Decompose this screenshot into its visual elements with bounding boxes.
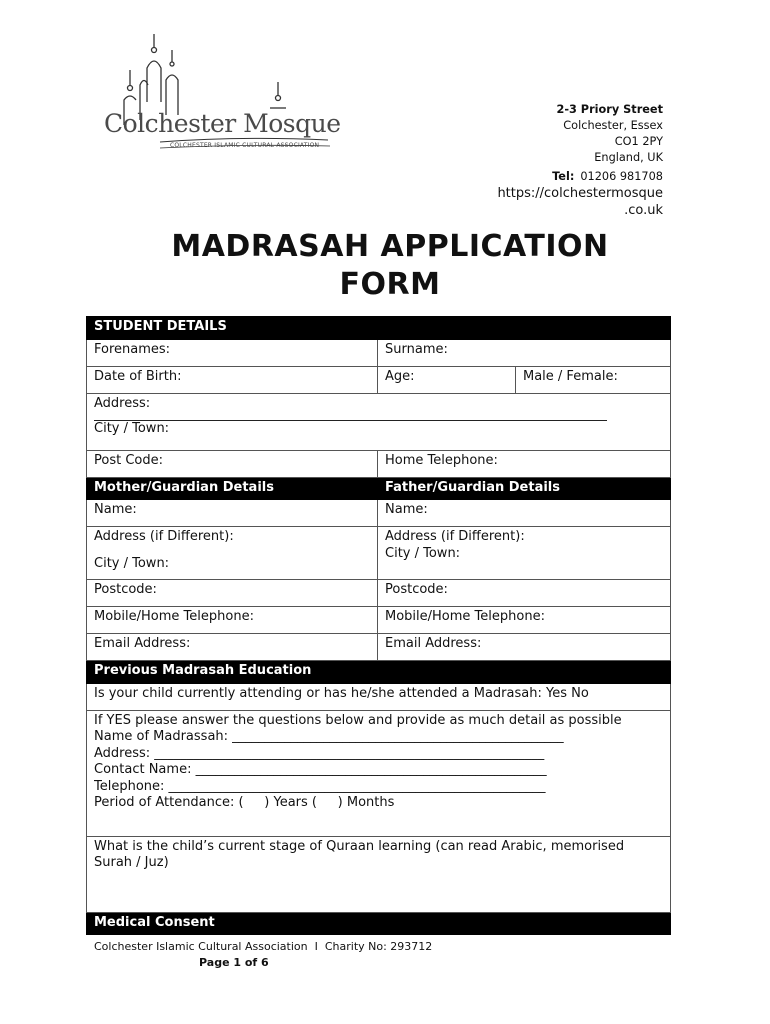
contact-name-line[interactable]: Contact Name: ______________________________________________________ (94, 762, 547, 777)
father-guardian-header: Father/Guardian Details (378, 477, 671, 500)
mosque-address (556, 102, 663, 166)
address-underline (94, 412, 607, 421)
telephone (552, 170, 663, 183)
forenames-field[interactable]: Forenames: (87, 339, 378, 366)
father-city-label: City / Town: (385, 545, 461, 561)
address-postcode: CO1 2PY (614, 135, 663, 148)
title-line1: MADRASAH APPLICATION (171, 229, 609, 264)
page-footer (94, 939, 432, 971)
mother-postcode-field[interactable]: Postcode: (87, 580, 378, 607)
mother-name-field[interactable]: Name: (87, 500, 378, 527)
period-of-attendance[interactable]: Period of Attendance: ( ) Years ( ) Months (94, 795, 395, 810)
mother-mobile-field[interactable]: Mobile/Home Telephone: (87, 607, 378, 634)
father-address-field[interactable] (378, 527, 671, 580)
age-field[interactable]: Age: (378, 366, 516, 393)
logo-subtitle: COLCHESTER ISLAMIC CULTURAL ASSOCIATION (170, 142, 320, 149)
application-form-table (86, 316, 671, 935)
student-details-header: STUDENT DETAILS (87, 317, 671, 340)
address-country: England, UK (594, 151, 663, 164)
website-line1: https://colchestermosque (497, 186, 663, 201)
address-label: Address: (94, 395, 151, 411)
charity-info: Colchester Islamic Cultural Association I Charity No: 293712 (94, 940, 433, 953)
surname-field[interactable]: Surname: (378, 339, 671, 366)
attending-madrasah-question[interactable]: Is your child currently attending or has he/she attended a Madrasah: Yes No (87, 683, 671, 710)
address-street: 2-3 Priory Street (556, 103, 663, 116)
postcode-field[interactable]: Post Code: (87, 450, 378, 477)
mother-guardian-header: Mother/Guardian Details (87, 477, 378, 500)
previous-madrasah-details[interactable] (87, 710, 671, 836)
student-details-header-row (87, 317, 671, 340)
father-address-label: Address (if Different): (385, 529, 525, 544)
mother-address-field[interactable] (87, 527, 378, 580)
quraan-learning-field[interactable]: What is the child’s current stage of Quraan learning (can read Arabic, memorised Surah / Juz) (87, 836, 671, 912)
father-email-field[interactable]: Email Address: (378, 634, 671, 661)
city-label: City / Town: (94, 421, 170, 436)
student-address-field[interactable] (87, 393, 671, 450)
father-mobile-field[interactable]: Mobile/Home Telephone: (378, 607, 671, 634)
mother-address-label: Address (if Different): (94, 529, 234, 544)
home-telephone-field[interactable]: Home Telephone: (378, 450, 671, 477)
previous-madrasah-header: Previous Madrasah Education (87, 661, 671, 684)
website-link[interactable] (463, 185, 663, 219)
father-postcode-field[interactable]: Postcode: (378, 580, 671, 607)
madrassah-address-line[interactable]: Address: ____________________________________________________________ (94, 745, 545, 761)
tel-number: 01206 981708 (580, 170, 663, 183)
website-line2: .co.uk (624, 203, 663, 218)
page-number: Page 1 of 6 (199, 956, 269, 969)
if-yes-instruction: If YES please answer the questions below and provide as much detail as possible (94, 712, 622, 728)
madrassah-name-line[interactable]: Name of Madrassah: ___________________________________________________ (94, 729, 564, 744)
tel-label: Tel: (552, 170, 575, 183)
logo-name: Colchester Mosque (104, 109, 341, 138)
telephone-line[interactable]: Telephone: __________________________________________________________ (94, 778, 546, 794)
mosque-logo (100, 30, 340, 160)
father-name-field[interactable]: Name: (378, 500, 671, 527)
medical-consent-header: Medical Consent (87, 912, 671, 935)
mother-city-label: City / Town: (94, 555, 170, 571)
title-line2: FORM (339, 267, 441, 302)
form-title (100, 228, 680, 304)
address-town: Colchester, Essex (563, 119, 663, 132)
mother-email-field[interactable]: Email Address: (87, 634, 378, 661)
mosque-skyline-icon (100, 30, 340, 160)
dob-field[interactable]: Date of Birth: (87, 366, 378, 393)
gender-field[interactable]: Male / Female: (516, 366, 671, 393)
